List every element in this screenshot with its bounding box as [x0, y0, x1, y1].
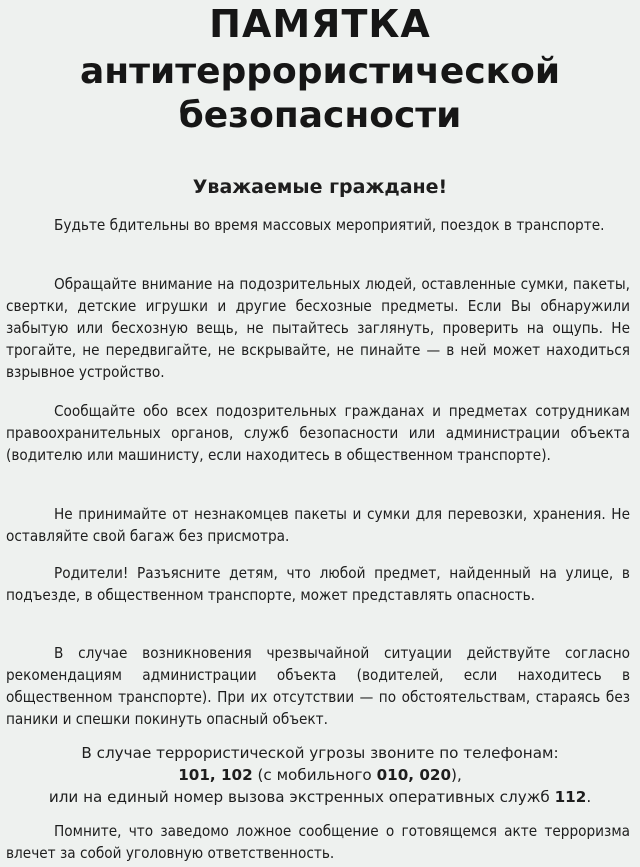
paragraph-suspicious-items: Обращайте внимание на подозрительных людей, оставленные сумки, пакеты, свертки, детские игрушки и другие бесхозные предметы. Если Вы обнаружили забытую или бесхозную вещь, не пытайтесь заглянуть, проверить на ощупь. Не трогайте, не передвигайте, не вскрывайте, не пинайте — в ней может находиться взрывное устройство. [6, 275, 630, 381]
title-main: ПАМЯТКА [209, 2, 431, 46]
paragraph-vigilance: Будьте бдительны во время массовых мероприятий, поездок в транспорте. [54, 216, 605, 234]
paragraph-strangers: Не принимайте от незнакомцев пакеты и сумки для перевозки, хранения. Не оставляйте свой багаж без присмотра. [6, 505, 630, 545]
phone-numbers-main: 101, 102 [178, 766, 253, 784]
unified-number-end: . [586, 788, 592, 806]
phone-numbers-mobile: 010, 020 [376, 766, 452, 784]
title-line-3: безопасности [178, 95, 462, 136]
phones-numbers [0, 764, 640, 786]
phone-mobile-suffix: ), [451, 766, 462, 784]
unified-number-text: или на единый номер вызова экстренных оперативных служб [48, 788, 555, 806]
unified-number: 112 [554, 788, 587, 806]
title-line-2: антитеррористической [79, 51, 561, 92]
paragraph-false-report: Помните, что заведомо ложное сообщение о готовящемся акте терроризма влечет за собой уголовную ответственность. [6, 822, 630, 862]
phone-mobile-prefix: (с мобильного [252, 766, 377, 784]
paragraph-parents: Родители! Разъясните детям, что любой предмет, найденный на улице, в подъезде, в общественном транспорте, может представлять опасность. [6, 564, 630, 604]
paragraph-emergency: В случае возникновения чрезвычайной ситуации действуйте согласно рекомендациям администрации объекта (водителей, если находитесь в общественном транспорте). При их отсутствии — по обстоятельствам, стараясь без паники и спешки покинуть опасный объект. [6, 644, 630, 728]
phones-intro: В случае террористической угрозы звоните по телефонам: [81, 744, 559, 762]
paragraph-report: Сообщайте обо всех подозрительных гражданах и предметах сотрудникам правоохранительных органов, служб безопасности или администрации объекта (водителю или машинисту, если находитесь в общественном транспорте). [6, 402, 630, 464]
greeting-heading: Уважаемые граждане! [192, 176, 448, 198]
title-subtitle [0, 50, 640, 138]
phones-unified [0, 786, 640, 808]
